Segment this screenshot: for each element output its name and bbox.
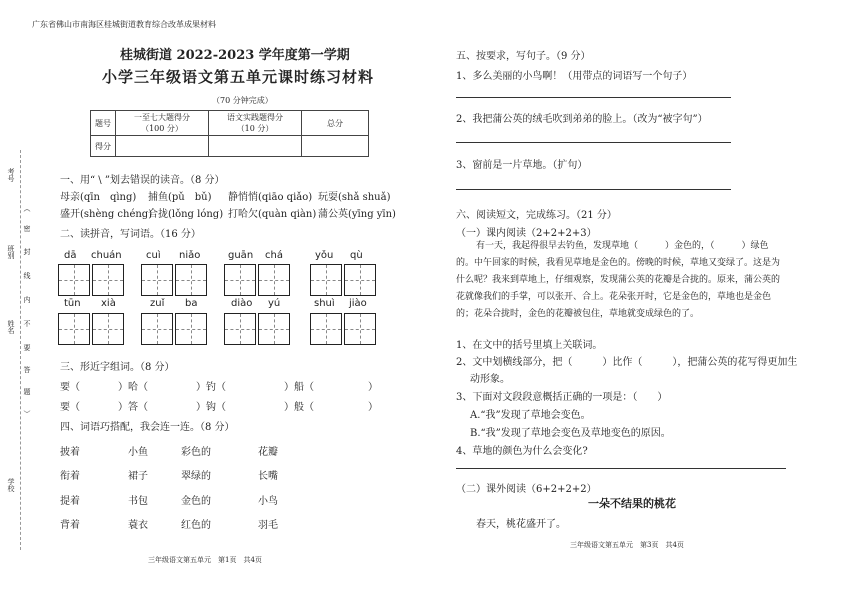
match-verb[interactable]: 背着 xyxy=(60,520,80,531)
s3-item: ）船（ xyxy=(284,382,314,393)
s5-q1: 1、多么美丽的小鸟啊！（用带点的词语写一个句子） xyxy=(456,71,693,82)
footer-left: 三年级语文第五单元 第1页 共4页 xyxy=(148,556,262,564)
s6-q2b: 动形象。 xyxy=(470,374,510,385)
reading-passage: 有一天，我起得很早去钓鱼，发现草地（ ）金色的，（ ）绿色的。中午回家的时候，我看见草地是金色的。傍晚的时候，草地又变绿了。这是为什么呢？我来到草地上，仔细观察，发现蒲公英的花瓣是合拢的。原来，蒲公英的花就像我们的手掌，可以张开、合上。花朵张开时，它是金色的，草地也是金色的；花朵合拢时，金色的花瓣被包住，草地就变成绿色的了。 xyxy=(456,241,781,319)
side-bu: 不 xyxy=(23,320,31,327)
writing-box[interactable] xyxy=(258,313,290,345)
side-xian: 线 xyxy=(23,272,31,279)
match-adj[interactable]: 彩色的 xyxy=(181,447,211,458)
score-table xyxy=(90,110,369,157)
writing-box[interactable] xyxy=(92,313,124,345)
match-noun2[interactable]: 长嘴 xyxy=(258,471,278,482)
pinyin: yǒu xyxy=(315,250,334,261)
answer-line[interactable] xyxy=(456,97,731,98)
s3-item: ） xyxy=(368,402,378,413)
s1-item: 合拢(lǒng lóng) xyxy=(148,209,224,220)
story-line: 春天，桃花盛开了。 xyxy=(476,519,566,530)
pinyin: jiào xyxy=(349,298,367,309)
score-head-tihao: 题号 xyxy=(91,111,116,136)
s5-q3: 3、窗前是一片草地。（扩句） xyxy=(456,160,588,171)
s1-item: 蒲公英(yīng yīn) xyxy=(318,209,396,220)
s1-item: 捕鱼(pǔ bǔ) xyxy=(148,192,212,203)
pinyin: qù xyxy=(350,250,363,261)
score-cell-total[interactable] xyxy=(302,136,369,157)
s6-sub2: （二）课外阅读（6+2+2+2） xyxy=(456,484,597,495)
writing-box[interactable] xyxy=(224,264,256,296)
s3-title: 三、形近字组词。（8 分） xyxy=(60,362,175,373)
pinyin: shuì xyxy=(314,298,335,309)
binding-line xyxy=(20,150,21,550)
writing-box[interactable] xyxy=(344,264,376,296)
match-noun[interactable]: 裙子 xyxy=(128,471,148,482)
pinyin: dā xyxy=(64,250,77,261)
s1-item: 玩耍(shǎ shuǎ) xyxy=(318,192,391,203)
side-kaohao: 考号 xyxy=(7,168,15,182)
match-noun[interactable]: 小鱼 xyxy=(128,447,148,458)
page-header: 广东省佛山市南海区桂城街道教育综合改革成果材料 xyxy=(32,20,216,29)
writing-box[interactable] xyxy=(58,264,90,296)
writing-box[interactable] xyxy=(310,264,342,296)
s3-item: ）钩（ xyxy=(196,402,226,413)
match-adj[interactable]: 金色的 xyxy=(181,496,211,507)
s3-item: 要（ xyxy=(60,382,80,393)
s1-item: 静悄悄(qiāo qiǎo) xyxy=(228,192,313,203)
match-verb[interactable]: 提着 xyxy=(60,496,80,507)
writing-box[interactable] xyxy=(175,313,207,345)
answer-line[interactable] xyxy=(456,468,786,469)
match-noun2[interactable]: 羽毛 xyxy=(258,520,278,531)
s6-q3: 3、下面对文段段意概括正确的一项是：（ ） xyxy=(456,392,668,403)
writing-box[interactable] xyxy=(175,264,207,296)
match-adj[interactable]: 红色的 xyxy=(181,520,211,531)
answer-line[interactable] xyxy=(456,189,731,190)
side-q1: （ xyxy=(23,205,31,212)
s3-item: ）答（ xyxy=(118,402,148,413)
score-cell-2[interactable] xyxy=(209,136,302,157)
side-ban: 班别 xyxy=(7,245,15,259)
s3-item: 要（ xyxy=(60,402,80,413)
side-yao: 要 xyxy=(23,344,31,351)
pinyin: chuán xyxy=(91,250,122,261)
s1-item: 打哈欠(quàn qiàn) xyxy=(228,209,317,220)
writing-box[interactable] xyxy=(224,313,256,345)
writing-box[interactable] xyxy=(58,313,90,345)
score-row-label: 得分 xyxy=(91,136,116,157)
writing-box[interactable] xyxy=(310,313,342,345)
s5-title: 五、按要求，写句子。（9 分） xyxy=(456,51,591,62)
s6-q3a[interactable]: A.“我”发现了草地会变色。 xyxy=(470,410,591,421)
pinyin: diào xyxy=(231,298,253,309)
s1-item: 母亲(qīn qìng) xyxy=(60,192,137,203)
story-title: 一朵不结果的桃花 xyxy=(588,497,676,510)
writing-box[interactable] xyxy=(258,264,290,296)
score-head-2: 语文实践题得分 （10 分） xyxy=(209,111,302,136)
score-head-1: 一至七大题得分 （100 分） xyxy=(116,111,209,136)
answer-line[interactable] xyxy=(456,142,731,143)
s4-title: 四、词语巧搭配，我会连一连。（8 分） xyxy=(60,422,235,433)
pinyin: yú xyxy=(268,298,281,309)
side-q2: ） xyxy=(23,410,31,417)
match-noun2[interactable]: 花瓣 xyxy=(258,447,278,458)
side-xuexiao: 学校 xyxy=(7,478,15,492)
match-adj[interactable]: 翠绿的 xyxy=(181,471,211,482)
score-cell-1[interactable] xyxy=(116,136,209,157)
pinyin: zuǐ xyxy=(150,298,165,309)
pinyin: cuì xyxy=(146,250,161,261)
writing-box[interactable] xyxy=(141,264,173,296)
s6-q4: 4、草地的颜色为什么会变化? xyxy=(456,446,588,457)
s6-q1: 1、在文中的括号里填上关联词。 xyxy=(456,340,603,351)
side-mi: 密 xyxy=(23,225,31,232)
match-noun[interactable]: 书包 xyxy=(128,496,148,507)
match-verb[interactable]: 披着 xyxy=(60,447,80,458)
pinyin: guān xyxy=(228,250,254,261)
exam-subtitle: 小学三年级语文第五单元课时练习材料 xyxy=(102,68,375,86)
s2-title: 二、读拼音，写词语。（16 分） xyxy=(60,229,201,240)
s3-item: ） xyxy=(368,382,378,393)
side-xingming: 姓名 xyxy=(7,320,15,334)
s1-title: 一、用“ \ ”划去错误的读音。（8 分） xyxy=(60,175,225,186)
s3-item: ）钓（ xyxy=(196,382,226,393)
writing-box[interactable] xyxy=(141,313,173,345)
s6-title: 六、阅读短文，完成练习。（21 分） xyxy=(456,210,617,221)
pinyin: ba xyxy=(185,298,198,309)
writing-box[interactable] xyxy=(344,313,376,345)
match-noun2[interactable]: 小鸟 xyxy=(258,496,278,507)
pinyin: xià xyxy=(101,298,116,309)
side-nei: 内 xyxy=(23,296,31,303)
side-ti: 题 xyxy=(23,388,31,395)
score-head-total: 总分 xyxy=(302,111,369,136)
s5-q2: 2、我把蒲公英的绒毛吹到弟弟的脸上。（改为“被字句”） xyxy=(456,114,708,125)
s6-q2: 2、文中划横线部分，把（ ）比作（ ），把蒲公英的花写得更加生 xyxy=(456,357,798,368)
s3-item: ）哈（ xyxy=(118,382,148,393)
pinyin: niǎo xyxy=(179,250,201,261)
writing-box[interactable] xyxy=(92,264,124,296)
match-verb[interactable]: 衔着 xyxy=(60,471,80,482)
side-da: 答 xyxy=(23,366,31,373)
exam-title: 桂城街道 2022-2023 学年度第一学期 xyxy=(120,48,350,63)
footer-right: 三年级语文第五单元 第3页 共4页 xyxy=(570,541,684,549)
s1-item: 盛开(shèng chéng) xyxy=(60,209,153,220)
s3-item: ）般（ xyxy=(284,402,314,413)
pinyin: chá xyxy=(265,250,283,261)
match-noun[interactable]: 蓑衣 xyxy=(128,520,148,531)
side-feng: 封 xyxy=(23,248,31,255)
s6-sub1: （一）课内阅读（2+2+2+3） xyxy=(456,228,597,239)
pinyin: tūn xyxy=(64,298,81,309)
time-note: （70 分钟完成） xyxy=(212,96,273,105)
s6-q3b[interactable]: B.“我”发现了草地会变色及草地变色的原因。 xyxy=(470,428,671,439)
